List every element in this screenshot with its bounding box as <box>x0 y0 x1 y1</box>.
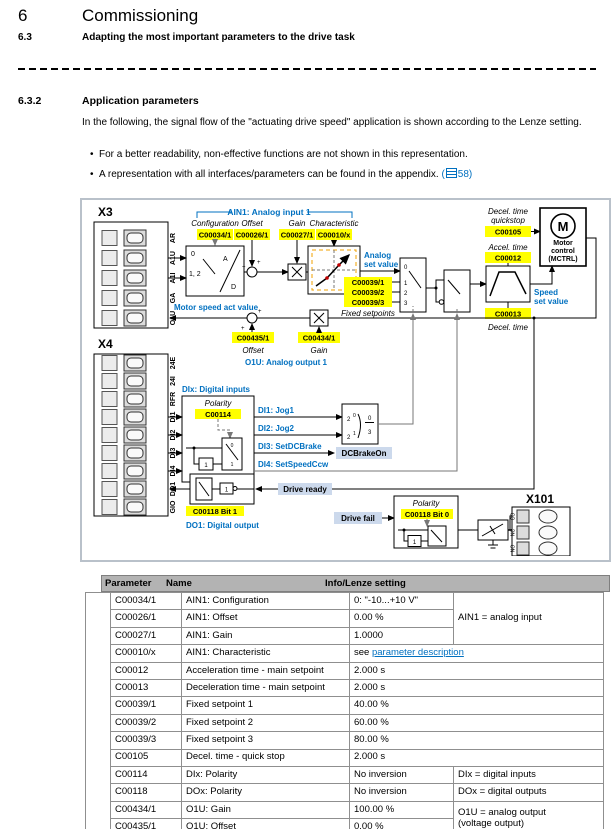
chapter-title: Commissioning <box>82 6 199 25</box>
plus-sign: + <box>242 265 246 271</box>
note-cell: DOx = digital outputs <box>454 784 604 801</box>
binary-encoder-block <box>342 404 378 444</box>
value-cell <box>350 645 604 662</box>
encoder-out-top: 0 <box>368 416 372 422</box>
x101-label: X101 <box>525 492 555 506</box>
name-cell: DIx: Polarity <box>182 766 350 783</box>
ref-open: ( <box>441 169 445 180</box>
ad-converter-block <box>168 246 244 296</box>
di1-signal-label: DI1: Jog1 <box>258 406 295 415</box>
name-cell: Fixed setpoint 2 <box>182 714 350 731</box>
x4-terminal-rfr: RFR <box>170 391 177 407</box>
param-cell: C00013 <box>111 679 182 696</box>
name-cell: AIN1: Configuration <box>182 593 350 610</box>
di4-signal-label: DI4: SetSpeedCcw <box>258 460 329 469</box>
o1u-gain-code: C00434/1 <box>302 333 336 343</box>
note-cell: DIx = digital inputs <box>454 766 604 783</box>
ref-page: 58) <box>457 169 473 180</box>
page-ref-icon <box>446 168 457 178</box>
x4-terminal-24e: 24E <box>170 356 177 370</box>
ad-d: D <box>231 284 237 291</box>
gain-code: C00027/1 <box>280 230 314 240</box>
note-cell: AIN1 = analog input <box>454 593 604 645</box>
note-cell <box>454 801 604 829</box>
x4-terminal-di3: DI3 <box>170 447 177 459</box>
o1u-gain-multiplier <box>310 310 328 326</box>
characteristic-code: C00010/x <box>317 230 351 240</box>
selector-input-3: 3 <box>404 301 408 307</box>
o1u-output-label: O1U: Analog output 1 <box>245 358 327 367</box>
name-cell: Deceleration time - main setpoint <box>182 679 350 696</box>
polarity-label: Polarity <box>412 499 440 508</box>
x101-terminal-nc: NC <box>510 528 517 537</box>
plus-sign: + <box>258 309 262 315</box>
table-row <box>86 732 604 749</box>
drive-fail-label: Drive fail <box>341 514 375 523</box>
encoder-out-bottom: 3 <box>368 430 372 436</box>
parameter-table <box>85 592 604 829</box>
param-cell: C00434/1 <box>111 801 182 818</box>
name-cell: Decel. time - quick stop <box>182 749 350 766</box>
fixed-setpoint-code-1: C00039/1 <box>351 278 385 287</box>
gain-multiplier-block <box>288 264 306 280</box>
section-title: Adapting the most important parameters to the drive task <box>82 32 355 43</box>
fixed-setpoints <box>341 277 400 318</box>
subsection-title: Application parameters <box>82 95 199 107</box>
value-cell: 0.00 % <box>350 819 454 829</box>
param-cell: C00118 <box>111 784 182 801</box>
bullet-text: A representation with all interfaces/parameters can be found in the appendix. <box>99 169 439 180</box>
table-row <box>86 645 604 662</box>
table-header-info: Info/Lenze setting <box>325 578 406 589</box>
signal-flow-diagram <box>80 198 611 562</box>
chapter-number: 6 <box>18 6 28 25</box>
x3-terminal-block <box>94 205 177 328</box>
value-cell: 80.00 % <box>350 732 604 749</box>
bullet-item <box>90 168 595 181</box>
x101-code: C00118 Bit 0 <box>404 510 450 519</box>
table-side-label: Application parameters <box>89 655 100 773</box>
subsection-number: 6.3.2 <box>18 95 42 107</box>
x4-terminal-block <box>94 337 177 516</box>
x3-label: X3 <box>98 205 113 219</box>
o1u-offset-sum <box>247 313 257 323</box>
config-code: C00034/1 <box>198 230 232 240</box>
table-row <box>86 801 604 818</box>
x101-terminal-block <box>511 492 571 556</box>
value-cell: 2.000 s <box>350 679 604 696</box>
bullet-dot: • <box>90 149 94 160</box>
param-cell: C00114 <box>111 766 182 783</box>
param-cell: C00026/1 <box>111 610 182 627</box>
offset-sum-node <box>247 267 257 277</box>
value-cell: 100.00 % <box>350 801 454 818</box>
name-cell: Fixed setpoint 3 <box>182 732 350 749</box>
encoder-exp-1: 1 <box>353 431 356 437</box>
encoder-exp-0: 0 <box>353 413 356 419</box>
selector-input-2: 2 <box>404 291 408 297</box>
name-cell: AIN1: Characteristic <box>182 645 350 662</box>
param-cell: C00012 <box>111 662 182 679</box>
inverter-label: 1 <box>412 540 417 546</box>
value-cell: No inversion <box>350 766 454 783</box>
x3-terminal-ar: AR <box>170 232 177 244</box>
relay-contact-block <box>478 520 508 548</box>
do1-polarity-block <box>190 474 254 504</box>
polarity-label: Polarity <box>204 399 232 408</box>
param-cell: C00034/1 <box>111 593 182 610</box>
selector-input-0: 0 <box>404 265 408 271</box>
ad-a: A <box>223 256 228 263</box>
x101-terminal-no: NO <box>510 544 517 553</box>
name-cell: AIN1: Offset <box>182 610 350 627</box>
x4-terminal-di2: DI2 <box>170 429 177 441</box>
quickstop-code: C00105 <box>494 227 522 237</box>
dix-header: DIx: Digital inputs <box>182 385 250 394</box>
table-row <box>86 784 604 801</box>
accel-time-code: C00012 <box>494 253 522 263</box>
motor-control-1: Motor <box>553 240 573 247</box>
name-cell: O1U: Offset <box>182 819 350 829</box>
fixed-setpoint-code-3: C00039/3 <box>351 298 385 307</box>
fixed-setpoint-code-2: C00039/2 <box>351 288 385 297</box>
table-row <box>86 697 604 714</box>
o1u-offset-label: Offset <box>242 346 264 355</box>
param-cell: C00039/2 <box>111 714 182 731</box>
bullet-text: For a better readability, non-effective functions are not shown in this representation. <box>99 149 468 160</box>
name-cell: DOx: Polarity <box>182 784 350 801</box>
fixed-setpoints-label: Fixed setpoints <box>341 309 395 318</box>
motor-control-2: control <box>551 248 575 255</box>
decel-time-code: C00013 <box>494 309 522 319</box>
value-cell: 60.00 % <box>350 714 604 731</box>
inverter-label: 1 <box>204 463 208 469</box>
section-number: 6.3 <box>18 32 32 43</box>
dix-code: C00114 <box>205 410 231 419</box>
switch-1: 1 <box>230 462 234 468</box>
characteristic-label: Characteristic <box>309 219 359 228</box>
ad-input-0: 0 <box>191 251 195 258</box>
di3-signal-label: DI3: SetDCBrake <box>258 442 322 451</box>
value-cell: 40.00 % <box>350 697 604 714</box>
drive-ready-label: Drive ready <box>283 485 327 494</box>
x3-terminal-ga: GA <box>170 292 177 304</box>
x3-terminal-o1u: O1U <box>170 310 177 326</box>
setpoint-selector-block <box>400 258 426 312</box>
param-cell: C00010/x <box>111 645 182 662</box>
value-cell: 0: "-10...+10 V" <box>350 593 454 610</box>
table-row <box>86 749 604 766</box>
param-cell: C00039/1 <box>111 697 182 714</box>
x4-terminal-gio: GIO <box>170 500 177 514</box>
x4-terminal-di1: DI1 <box>170 411 177 423</box>
motor-speed-act-label: Motor speed act value <box>174 303 259 312</box>
name-cell: Acceleration time - main setpoint <box>182 662 350 679</box>
appendix-page-link[interactable] <box>441 169 472 180</box>
switch-0: 0 <box>230 443 234 449</box>
decel-time-label: Decel. time <box>487 323 529 332</box>
table-header-parameter: Parameter <box>105 578 152 589</box>
encoder-base-0: 2 <box>347 417 351 423</box>
param-cell: C00435/1 <box>111 819 182 829</box>
accel-time-label: Accel. time <box>488 243 528 252</box>
speed-set-value-1: Speed <box>534 288 559 297</box>
ramp-generator-block <box>486 266 530 302</box>
table-row <box>86 662 604 679</box>
do1-code: C00118 Bit 1 <box>192 507 238 516</box>
bullet-dot: • <box>90 169 94 180</box>
direction-switch-block <box>439 270 470 312</box>
diagram-svg <box>82 200 609 556</box>
table-row <box>86 593 604 610</box>
dix-polarity-block <box>182 396 254 482</box>
bullet-item <box>90 148 595 161</box>
value-cell: No inversion <box>350 784 454 801</box>
do1-label: DO1: Digital output <box>186 521 259 530</box>
param-cell: C00105 <box>111 749 182 766</box>
param-cell: C00027/1 <box>111 627 182 644</box>
x3-terminal-a1i: A1I <box>170 272 177 284</box>
table-row <box>86 679 604 696</box>
offset-code: C00026/1 <box>235 230 269 240</box>
x101-polarity-block <box>394 496 458 548</box>
plus-sign: + <box>241 326 245 332</box>
value-prefix: see <box>354 647 372 659</box>
gain-label: Gain <box>288 219 306 228</box>
intro-paragraph: In the following, the signal flow of the "actuating drive speed" application is shown according to the Lenze setting. <box>82 117 582 128</box>
x3-terminal-a1u: A1U <box>170 250 177 266</box>
analog-set-value-2: set value <box>364 260 399 269</box>
dcbrakeon-label: DCBrakeOn <box>341 449 387 458</box>
speed-set-value-2: set value <box>534 297 569 306</box>
motor-control-3: (MCTRL) <box>548 256 578 263</box>
table-row <box>86 766 604 783</box>
x101-terminal-co: CO <box>510 512 517 521</box>
table-side-band <box>86 593 111 829</box>
o1u-offset-code: C00435/1 <box>236 333 270 343</box>
x4-terminal-di4: DI4 <box>170 465 177 477</box>
selector-input-1: 1 <box>404 281 408 287</box>
x4-terminal-do1: DO1 <box>170 481 177 497</box>
ad-input-12: 1, 2 <box>189 271 201 278</box>
offset-label: Offset <box>241 219 263 228</box>
analog-set-value-1: Analog <box>364 251 392 260</box>
inverter-label: 1 <box>224 487 229 494</box>
plus-sign: + <box>257 260 261 266</box>
note-line: O1U = analog output <box>458 807 546 819</box>
value-cell: 2.000 s <box>350 662 604 679</box>
config-label: Configuration <box>191 219 239 228</box>
table-row <box>86 714 604 731</box>
ain1-group-label: AIN1: Analog input 1 <box>227 207 311 217</box>
value-cell: 0.00 % <box>350 610 454 627</box>
table-header-name: Name <box>166 578 192 589</box>
x4-terminal-24i: 24I <box>170 376 177 386</box>
x4-label: X4 <box>98 337 113 351</box>
name-cell: O1U: Gain <box>182 801 350 818</box>
name-cell: Fixed setpoint 1 <box>182 697 350 714</box>
o1u-gain-label: Gain <box>310 346 328 355</box>
decel-quickstop-label-2: quickstop <box>491 216 525 225</box>
dashed-divider <box>18 68 596 70</box>
param-cell: C00039/3 <box>111 732 182 749</box>
encoder-base-1: 2 <box>347 435 351 441</box>
note-line: (voltage output) <box>458 817 525 829</box>
parameter-description-link[interactable]: parameter description <box>371 647 464 659</box>
value-cell: 2.000 s <box>350 749 604 766</box>
motor-control-block <box>540 208 586 266</box>
table-header <box>101 575 610 592</box>
decel-quickstop-label-1: Decel. time <box>487 207 529 216</box>
motor-m: M <box>557 219 569 234</box>
name-cell: AIN1: Gain <box>182 627 350 644</box>
di2-signal-label: DI2: Jog2 <box>258 424 295 433</box>
value-cell: 1.0000 <box>350 627 454 644</box>
